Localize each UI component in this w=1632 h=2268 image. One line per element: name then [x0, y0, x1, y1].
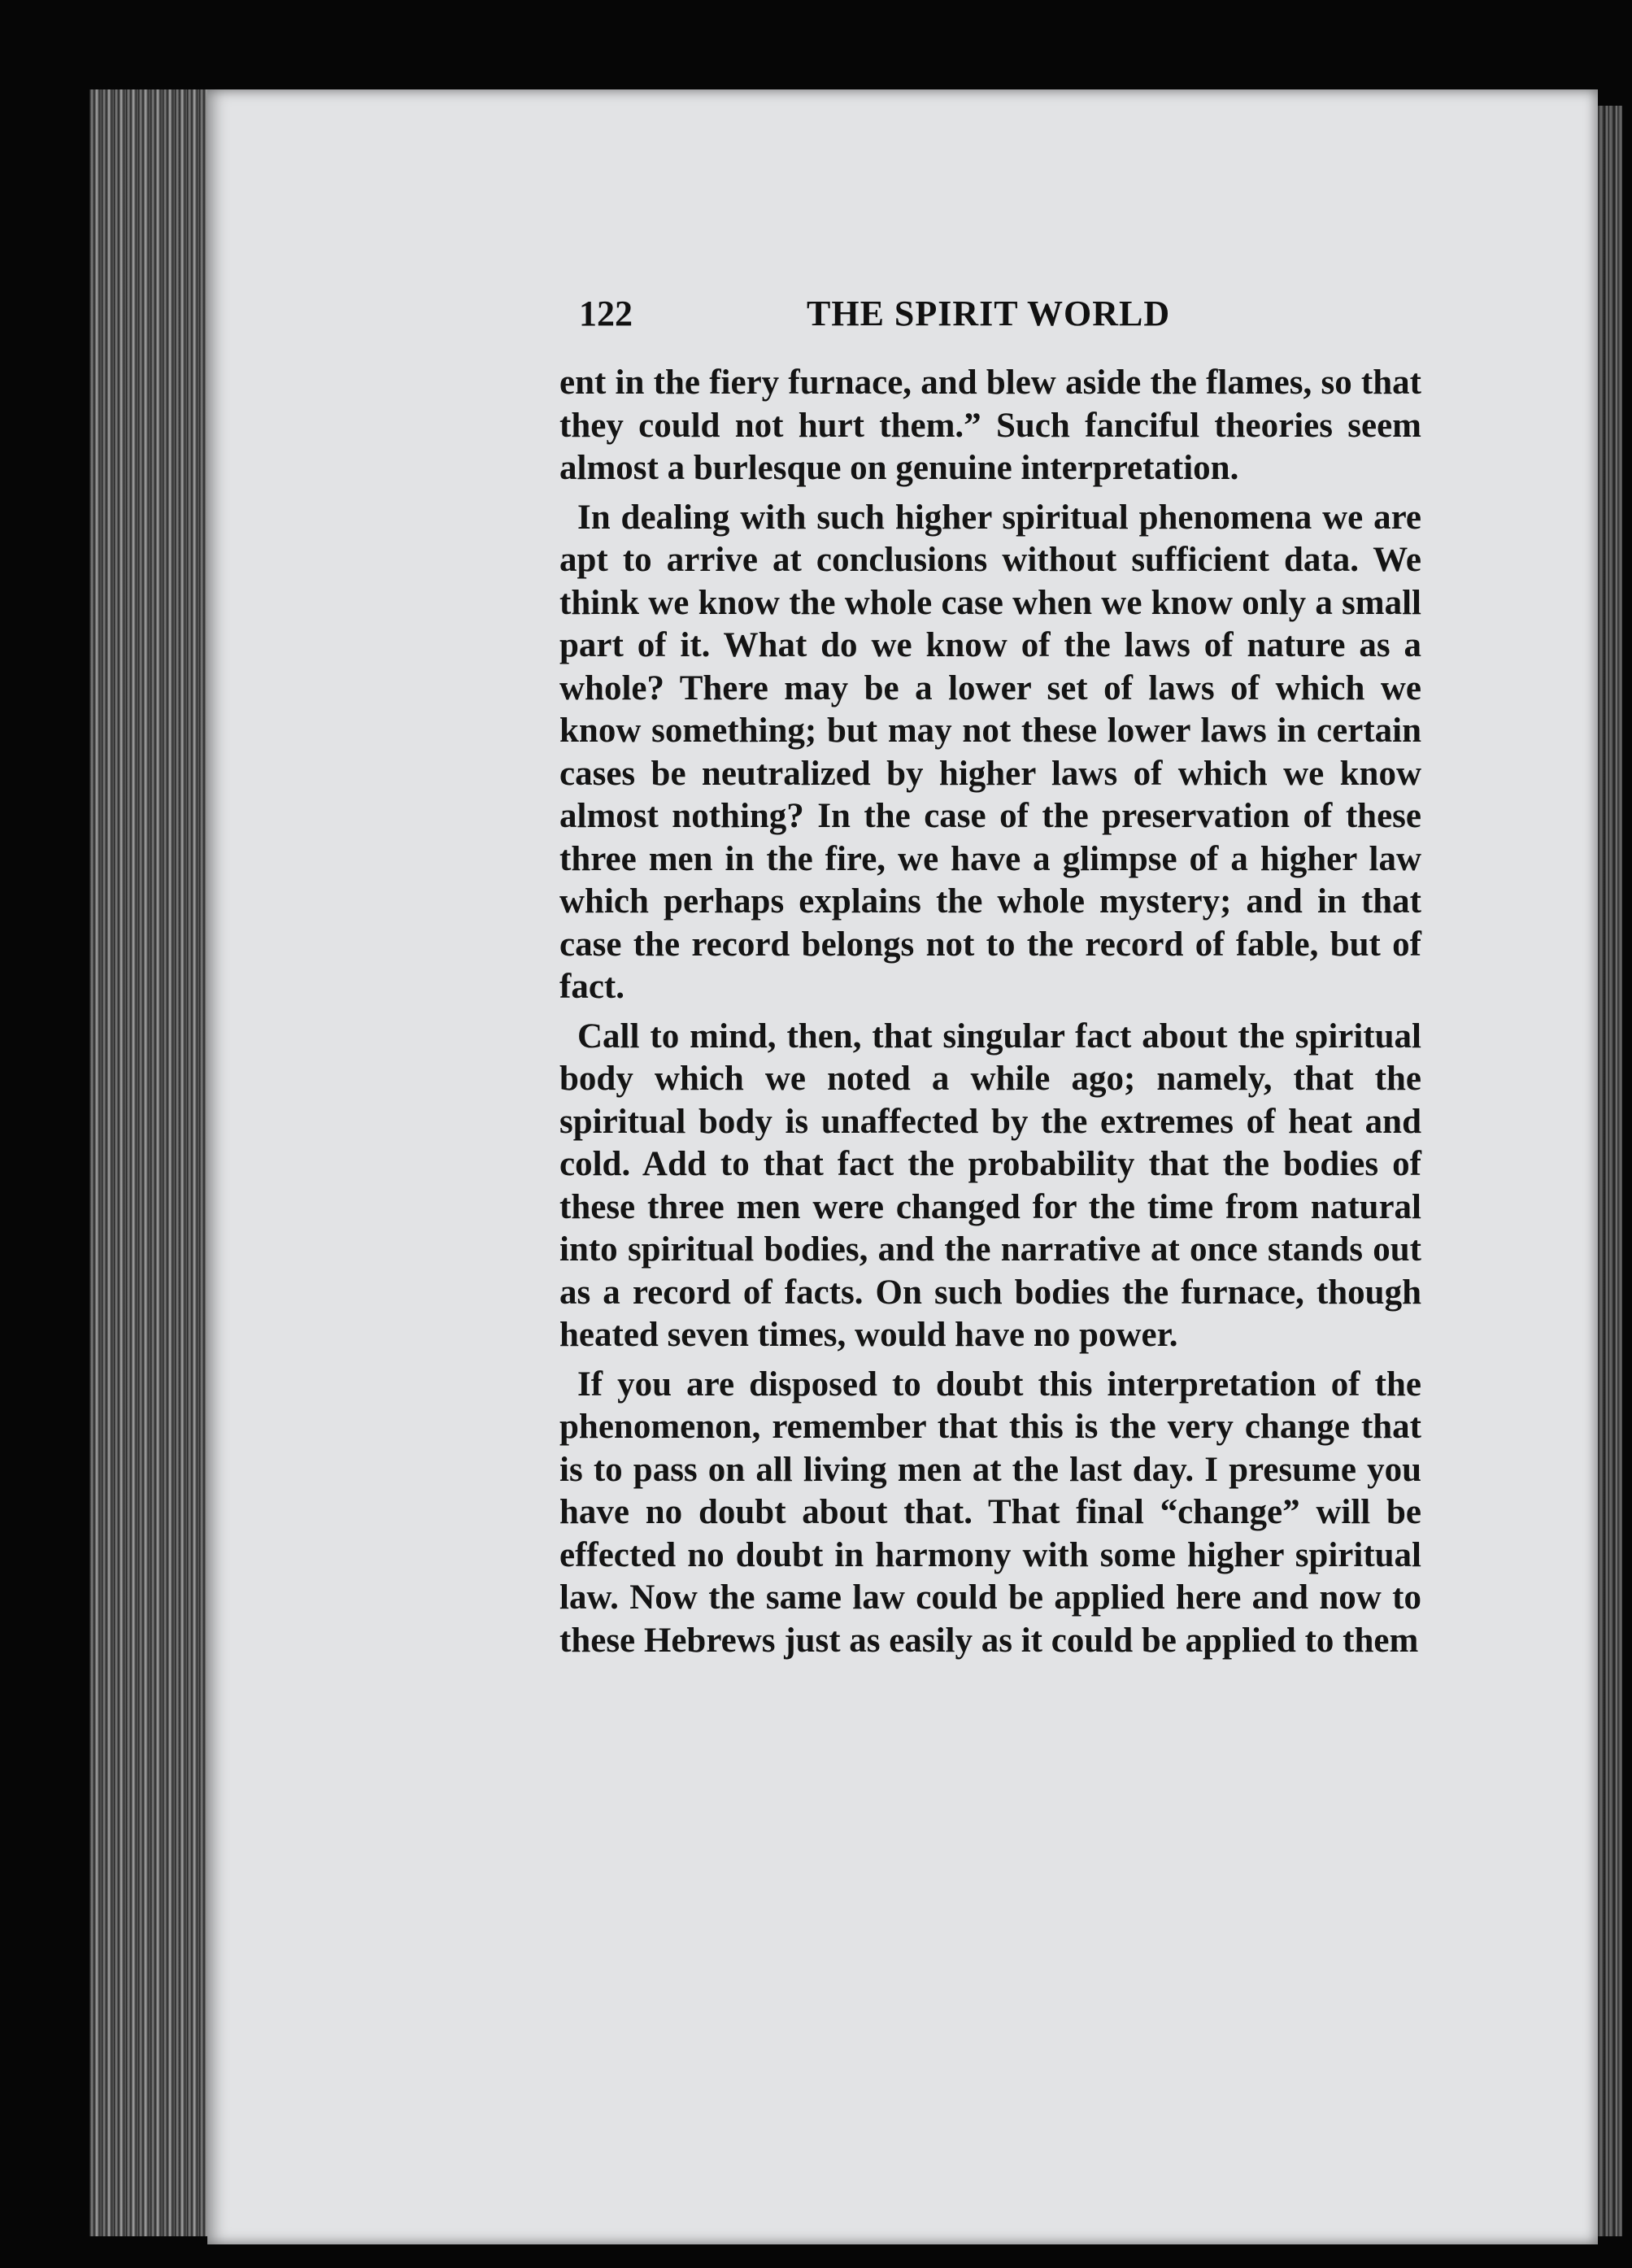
page-edges-right	[1598, 106, 1622, 2236]
body-text	[559, 362, 1421, 1662]
paragraph-3: Call to mind, then, that singular fact about the spiritual body which we noted a while ago; namely, that the spiritual body is unaffected by the extremes of heat and cold. Add to that fact the probability that the bodies of these three men were changed for the time from natural into spiritual bodies, and the narrative at once stands out as a record of facts. On such bodies the furnace, though heated seven times, would have no power.	[559, 1016, 1421, 1354]
paragraph-1: ent in the fiery furnace, and blew aside the flames, so that they could not hurt them.” Such fanciful theories seem almost a burlesque on genuine interpretation.	[559, 363, 1421, 487]
paragraph-4: If you are disposed to doubt this interpretation of the phenomenon, remember that this is the very change that is to pass on all living men at the last day. I presume you have no doubt about that. That final “change” will be effected no doubt in harmony with some higher spiritual law. Now the same law could be applied here and now to these Hebrews just as easily as it could be applied to them	[559, 1365, 1421, 1660]
page-number: 122	[579, 294, 633, 333]
paragraph-2: In dealing with such higher spiritual phenomena we are apt to arrive at conclusions without sufficient data. We think we know the whole case when we know only a small part of it. What do we know of the laws of nature as a whole? There may be a lower set of laws of which we know something; but may not these lower laws in certain cases be neutralized by higher laws of which we know almost nothing? In the case of the preservation of these three men in the fire, we have a glimpse of a higher law which perhaps explains the whole mystery; and in that case the record belongs not to the record of fable, but of fact.	[559, 498, 1421, 1006]
page-header	[579, 293, 1417, 350]
page-edges-left	[89, 89, 220, 2236]
running-title: THE SPIRIT WORLD	[807, 294, 1171, 333]
